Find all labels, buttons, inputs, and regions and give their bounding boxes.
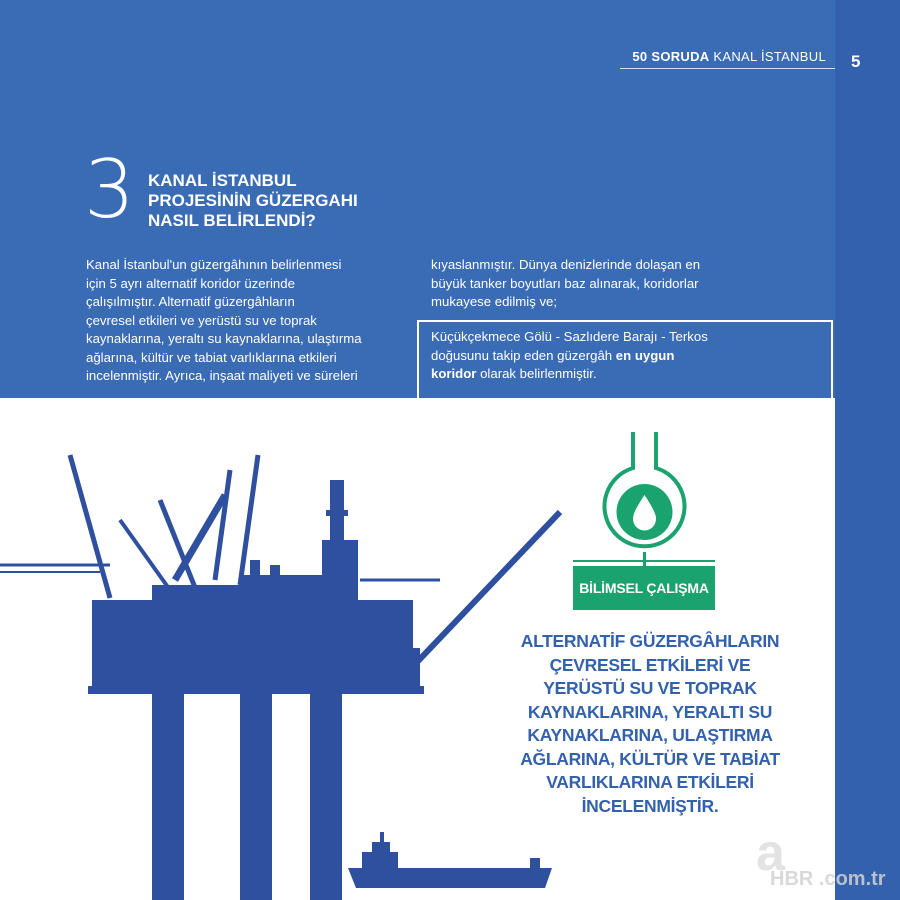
series-title [632,49,826,64]
body-line: kıyaslanmıştır. Dünya denizlerinde dolaşan en [431,257,701,272]
callout-line: Küçükçekmece Gölü - Sazlıdere Barajı - Terkos [431,329,708,344]
body-column-right [431,256,761,312]
watermark-letter: a [756,824,785,882]
body-line: büyük tanker boyutları baz alınarak, koridorlar [431,275,699,291]
callout-line [431,365,761,384]
question-title-line: NASIL BELİRLENDİ? [148,211,316,230]
statement-line: KAYNAKLARINA, ULAŞTIRMA [527,725,773,745]
page-number: 5 [851,52,861,71]
body-line: için 5 ayrı alternatif koridor üzerinde [86,275,295,291]
statement-line: ÇEVRESEL ETKİLERİ VE [549,654,751,675]
body-line: ağlarına, kültür ve tabiat varlıklarına etkileri [86,349,337,365]
tanker-ship [348,832,552,888]
series-title-bold: 50 SORUDA [632,49,710,64]
body-line: çalışılmıştır. Alternatif güzergâhların [86,294,295,309]
badge-rule [573,560,715,562]
watermark-text: HBR .com.tr [770,868,886,890]
question-number: 3 [84,143,135,236]
page-side-strip [835,0,900,900]
body-line: incelenmiştir. Ayrıca, inşaat maliyeti ve süreleri [86,368,358,383]
callout-line [431,347,761,366]
body-line: çevresel etkileri ve yerüstü su ve toprak [86,312,317,328]
body-line: Kanal İstanbul'un güzergâhının belirlenmesi [86,257,342,272]
infographic-statement [520,630,780,818]
statement-line: VARLIKLARINA ETKİLERİ [546,772,754,792]
series-title-rest: KANAL İSTANBUL [713,49,826,64]
body-line: kaynaklarına, yeraltı su kaynaklarına, ulaştırma [86,331,362,346]
callout-text-bold: en uygun [615,347,675,363]
body-line: mukayese edilmiş ve; [431,294,558,309]
callout-text-plain: doğusunu takip eden güzergâh [431,347,616,363]
statement-line: İNCELENMİŞTİR. [581,795,719,816]
body-column-left [86,256,406,386]
question-title-line: PROJESİNİN GÜZERGAHI [148,191,358,210]
series-rule [620,68,835,69]
question-title [148,171,408,231]
statement-line: KAYNAKLARINA, YERALTI SU [527,701,773,722]
flask-drop-icon [604,432,684,566]
question-title-line: KANAL İSTANBUL [148,171,297,190]
statement-line: YERÜSTÜ SU VE TOPRAK [543,678,757,698]
statement-line: ALTERNATİF GÜZERGÂHLARIN [520,631,780,651]
callout-text-plain: olarak belirlenmiştir. [476,366,597,381]
callout-text-bold: koridor [431,366,477,381]
statement-line: AĞLARINA, KÜLTÜR VE TABİAT [520,748,780,769]
callout-text [431,328,761,384]
category-badge: BİLİMSEL ÇALIŞMA [573,566,715,610]
